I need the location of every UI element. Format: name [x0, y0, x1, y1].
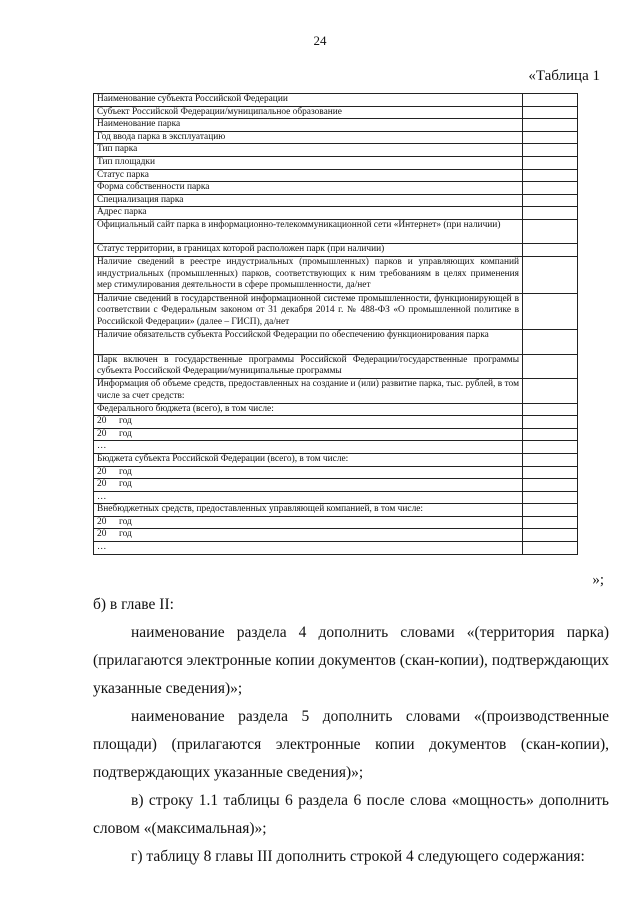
row-label: …: [94, 491, 523, 504]
row-value-cell: [523, 330, 578, 355]
row-value-cell: [523, 441, 578, 454]
row-value-cell: [523, 106, 578, 119]
row-value-cell: [523, 504, 578, 517]
year-prefix: 20: [97, 479, 107, 490]
row-value-cell: [523, 379, 578, 404]
row-label: …: [94, 542, 523, 555]
year-prefix: 20: [97, 529, 107, 540]
table-row: [94, 354, 578, 379]
year-prefix: 20: [97, 416, 107, 427]
table-row: [94, 428, 578, 441]
row-value-cell: [523, 491, 578, 504]
table-row: [94, 466, 578, 479]
table-row: [94, 416, 578, 429]
year-word: год: [119, 529, 132, 540]
row-label: Парк включен в государственные программы Российской Федерации/государственные программы субъекта Российской Федерации/муниципальные программы: [94, 354, 523, 379]
row-label: Бюджета субъекта Российской Федерации (всего), в том числе:: [94, 453, 523, 466]
row-label: Наименование субъекта Российской Федерации: [94, 94, 523, 107]
row-value-cell: [523, 144, 578, 157]
row-value-cell: [523, 131, 578, 144]
table-row: [94, 516, 578, 529]
table-caption: «Таблица 1: [528, 68, 600, 84]
row-label: [94, 529, 523, 542]
page-number: 24: [313, 33, 327, 48]
row-value-cell: [523, 542, 578, 555]
paragraph-section-4: наименование раздела 4 дополнить словами «(территория парка) (прилагаются электронные копии документов (скан-копии), подтверждающих указанные сведения)»;: [93, 624, 609, 697]
year-word: год: [119, 416, 132, 427]
year-word: год: [119, 479, 132, 490]
row-label: Субъект Российской Федерации/муниципальное образование: [94, 106, 523, 119]
row-value-cell: [523, 194, 578, 207]
row-label: Информация об объеме средств, предоставленных на создание и (или) развитие парка, тыс. рублей, в том числе за счет средств:: [94, 379, 523, 404]
row-value-cell: [523, 529, 578, 542]
row-label: Наличие обязательств субъекта Российской Федерации по обеспечению функционирования парка: [94, 330, 523, 355]
row-label: Наличие сведений в государственной информационной системе промышленности, функционирующей в соответствии с Федеральным законом от 31 декабря 2014 г. № 488-ФЗ «О промышленной политике в Российской Федерации» (далее – ГИСП), да/нет: [94, 293, 523, 330]
closing-mark: »;: [592, 572, 604, 588]
year-word: год: [119, 466, 132, 477]
row-label: Официальный сайт парка в информационно-телекоммуникационной сети «Интернет» (при наличии): [94, 219, 523, 244]
table-row: [94, 169, 578, 182]
row-value-cell: [523, 516, 578, 529]
row-value-cell: [523, 257, 578, 294]
paragraph-section-5: наименование раздела 5 дополнить словами «(производственные площади) (прилагаются электронные копии документов (скан-копии), подтверждающих указанные сведения)»;: [93, 708, 609, 781]
row-label: Тип площадки: [94, 156, 523, 169]
row-label: Форма собственности парка: [94, 182, 523, 195]
table-row: [94, 244, 578, 257]
row-label: …: [94, 441, 523, 454]
row-label: Адрес парка: [94, 207, 523, 220]
table-row: [94, 119, 578, 132]
row-value-cell: [523, 293, 578, 330]
table-row: [94, 131, 578, 144]
row-value-cell: [523, 219, 578, 244]
row-label: Внебюджетных средств, предоставленных управляющей компанией, в том числе:: [94, 504, 523, 517]
table-row: [94, 441, 578, 454]
row-value-cell: [523, 119, 578, 132]
paragraph-v: в) строку 1.1 таблицы 6 раздела 6 после слова «мощность» дополнить словом «(максимальная)»;: [93, 792, 609, 837]
table-row: [94, 330, 578, 355]
table-row: [94, 207, 578, 220]
row-value-cell: [523, 94, 578, 107]
row-value-cell: [523, 416, 578, 429]
row-value-cell: [523, 403, 578, 416]
table-row: [94, 491, 578, 504]
row-label: [94, 479, 523, 492]
row-label: Наименование парка: [94, 119, 523, 132]
row-value-cell: [523, 182, 578, 195]
row-label: Специализация парка: [94, 194, 523, 207]
row-label: Федерального бюджета (всего), в том числе:: [94, 403, 523, 416]
table-row: [94, 194, 578, 207]
table-row: [94, 542, 578, 555]
row-label: Год ввода парка в эксплуатацию: [94, 131, 523, 144]
table-row: [94, 182, 578, 195]
year-word: год: [119, 516, 132, 527]
row-label: [94, 516, 523, 529]
row-label: [94, 466, 523, 479]
row-label: Статус парка: [94, 169, 523, 182]
row-value-cell: [523, 169, 578, 182]
row-label: Наличие сведений в реестре индустриальных (промышленных) парков и управляющих компаний индустриальных (промышленных) парков, соответствующих к ним требованиям в целях применения мер стимулирования деятельности в сфере промышленности, да/нет: [94, 257, 523, 294]
row-label: Тип парка: [94, 144, 523, 157]
table-row: [94, 379, 578, 404]
park-info-table: [93, 93, 578, 555]
table-row: [94, 257, 578, 294]
table-row: [94, 504, 578, 517]
row-label: [94, 428, 523, 441]
row-label: Статус территории, в границах которой расположен парк (при наличии): [94, 244, 523, 257]
paragraph-g: г) таблицу 8 главы III дополнить строкой 4 следующего содержания:: [131, 848, 585, 865]
row-value-cell: [523, 453, 578, 466]
year-prefix: 20: [97, 516, 107, 527]
row-value-cell: [523, 466, 578, 479]
table-row: [94, 453, 578, 466]
table-row: [94, 106, 578, 119]
row-value-cell: [523, 207, 578, 220]
row-value-cell: [523, 244, 578, 257]
table-row: [94, 293, 578, 330]
row-value-cell: [523, 479, 578, 492]
paragraph-b: б) в главе II:: [93, 596, 174, 613]
year-prefix: 20: [97, 428, 107, 439]
year-prefix: 20: [97, 466, 107, 477]
table-row: [94, 156, 578, 169]
table-row: [94, 403, 578, 416]
row-value-cell: [523, 428, 578, 441]
table-row: [94, 529, 578, 542]
row-label: [94, 416, 523, 429]
row-value-cell: [523, 156, 578, 169]
table-row: [94, 219, 578, 244]
table-row: [94, 479, 578, 492]
table-row: [94, 94, 578, 107]
year-word: год: [119, 428, 132, 439]
row-value-cell: [523, 354, 578, 379]
table-row: [94, 144, 578, 157]
